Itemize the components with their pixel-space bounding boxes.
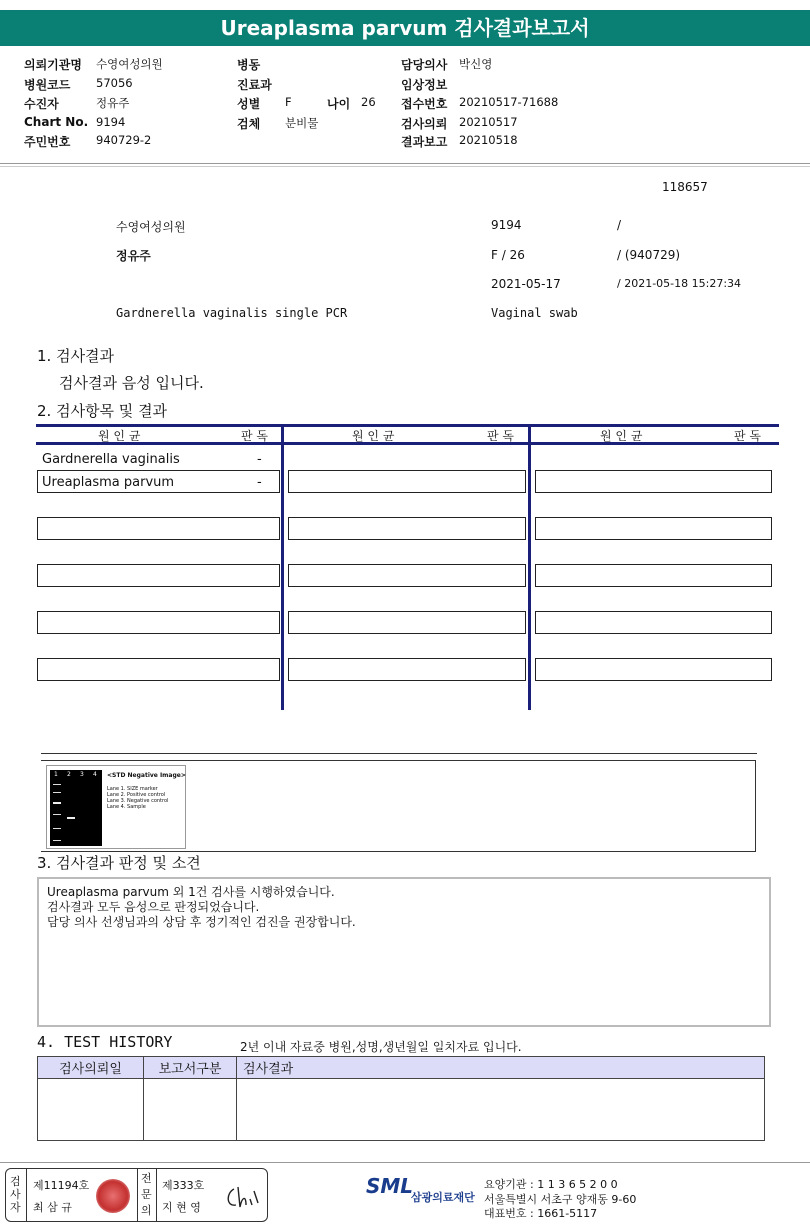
- gel-lane-3: 3: [80, 771, 84, 778]
- history-col-request-date: 검사의뢰일: [38, 1057, 144, 1079]
- summary-patient: 정유주: [116, 249, 151, 263]
- inspector-name: 최 삼 규: [33, 1201, 72, 1214]
- header-value-age: 26: [361, 95, 376, 109]
- report-title: Ureaplasma parvum 검사결과보고서: [0, 10, 810, 46]
- section1-text: 검사결과 음성 입니다.: [59, 374, 204, 392]
- history-col-result: 검사결과: [237, 1057, 765, 1079]
- inspector-label: 검사자: [10, 1175, 21, 1214]
- findings-line-1: Ureaplasma parvum 외 1건 검사를 시행하였습니다.: [47, 885, 335, 899]
- sig-divider: [26, 1169, 27, 1221]
- gel-legend: [107, 786, 168, 810]
- result-cell: [535, 658, 772, 681]
- table-top-rule: [36, 424, 779, 427]
- findings-line-3: 담당 의사 선생님과의 상담 후 정기적인 검진을 권장합니다.: [47, 915, 356, 929]
- sig-divider: [137, 1169, 138, 1221]
- header-label-code: 병원코드: [24, 78, 71, 92]
- header-label-age: 나이: [327, 97, 351, 111]
- header-divider-2: [0, 166, 810, 167]
- result-cell: [288, 564, 526, 587]
- gel-image-panel: [46, 765, 186, 849]
- result-cell: [288, 658, 526, 681]
- col-header-result-3: 판 독: [734, 429, 761, 443]
- gel-title: <STD Negative Image>: [107, 772, 186, 779]
- summary-slash: /: [617, 218, 622, 232]
- result-cell: [535, 517, 772, 540]
- history-cell: [144, 1079, 237, 1141]
- section1-heading: 1. 검사결과: [37, 347, 115, 365]
- result-cell: [535, 611, 772, 634]
- result-row-2-name: Ureaplasma parvum: [42, 475, 175, 490]
- gel-band: [53, 828, 61, 829]
- header-value-doctor: 박신영: [459, 57, 493, 71]
- summary-test-name: Gardnerella vaginalis single PCR: [116, 306, 348, 320]
- gel-band: [53, 792, 61, 793]
- result-cell: [535, 470, 772, 493]
- header-label-sex: 성별: [237, 97, 261, 111]
- signature-icon: [224, 1183, 264, 1211]
- gel-legend-item: Lane 4. Sample: [107, 804, 146, 810]
- gel-legend-item: Lane 1. SIZE marker: [107, 786, 158, 792]
- history-table: [37, 1056, 765, 1141]
- history-col-report-type: 보고서구분: [144, 1057, 237, 1079]
- result-cell: [288, 517, 526, 540]
- confirm-name: 지 현 영: [162, 1201, 201, 1214]
- header-label-report: 결과보고: [401, 135, 448, 149]
- summary-specimen: Vaginal swab: [491, 306, 578, 320]
- result-cell: [288, 611, 526, 634]
- header-value-clinic: 수영여성의원: [96, 57, 163, 71]
- inspector-number: 제11194호: [33, 1179, 90, 1192]
- header-divider: [0, 163, 810, 164]
- report-number: 118657: [662, 180, 708, 194]
- summary-chart: 9194: [491, 218, 522, 232]
- result-cell: [37, 564, 280, 587]
- history-note: 2년 이내 자료중 병원,성명,생년월일 일치자료 입니다.: [240, 1040, 522, 1054]
- history-header-row: [38, 1057, 765, 1079]
- org-phone: 대표번호 : 1661-5117: [484, 1207, 598, 1220]
- header-value-code: 57056: [96, 76, 133, 90]
- result-cell: [37, 611, 280, 634]
- col-header-pathogen-2: 원 인 균: [352, 429, 395, 443]
- header-label-receipt: 접수번호: [401, 97, 448, 111]
- header-label-clinical: 임상정보: [401, 78, 448, 92]
- section4-heading: 4. TEST HISTORY: [37, 1033, 173, 1051]
- result-cell: [288, 470, 526, 493]
- org-name: 삼광의료재단: [411, 1191, 475, 1204]
- gel-legend-item: Lane 2. Positive control: [107, 792, 166, 798]
- footer-divider: [0, 1162, 810, 1163]
- summary-sex-age: F / 26: [491, 248, 525, 262]
- header-label-specimen: 검체: [237, 117, 261, 131]
- gel-band: [53, 802, 61, 804]
- confirm-label: 전문의: [141, 1172, 152, 1217]
- gel-top-rule: [41, 753, 757, 754]
- summary-report-datetime: / 2021-05-18 15:27:34: [617, 277, 742, 290]
- header-label-chart: Chart No.: [24, 115, 89, 129]
- header-value-request: 20210517: [459, 115, 518, 129]
- header-label-dept: 진료과: [237, 78, 272, 92]
- gel-image: [50, 770, 102, 846]
- gel-lane-2: 2: [67, 771, 71, 778]
- gel-band: [53, 784, 61, 785]
- history-cell: [38, 1079, 144, 1141]
- sig-divider: [156, 1169, 157, 1221]
- header-label-id: 주민번호: [24, 135, 71, 149]
- summary-birth: / (940729): [617, 248, 681, 262]
- result-cell: [37, 517, 280, 540]
- seal-icon: [96, 1179, 130, 1213]
- result-row-2-value: -: [257, 475, 262, 490]
- section3-heading: 3. 검사결과 판정 및 소견: [37, 854, 201, 872]
- result-cell: [37, 658, 280, 681]
- header-value-report: 20210518: [459, 133, 518, 147]
- table-header-rule: [36, 442, 779, 445]
- result-cell: [535, 564, 772, 587]
- history-cell: [237, 1079, 765, 1141]
- org-code: 요양기관 : 1 1 3 6 5 2 0 0: [484, 1178, 618, 1191]
- gel-band: [53, 840, 61, 841]
- header-label-doctor: 담당의사: [401, 58, 448, 72]
- header-label-request: 검사의뢰: [401, 117, 448, 131]
- header-value-receipt: 20210517-71688: [459, 95, 559, 109]
- gel-band: [53, 814, 61, 815]
- col-header-result-2: 판 독: [487, 429, 514, 443]
- gel-legend-item: Lane 3. Negative control: [107, 798, 169, 804]
- findings-line-2: 검사결과 모두 음성으로 판정되었습니다.: [47, 900, 260, 914]
- col-header-pathogen-1: 원 인 균: [98, 429, 141, 443]
- column-divider-1: [281, 424, 284, 710]
- summary-request-date: 2021-05-17: [491, 277, 561, 291]
- gel-lane-4: 4: [93, 771, 97, 778]
- header-value-chart: 9194: [96, 115, 126, 129]
- summary-clinic: 수영여성의원: [116, 220, 186, 234]
- header-value-specimen: 분비물: [285, 116, 319, 130]
- gel-lane-1: 1: [54, 771, 58, 778]
- column-divider-2: [528, 424, 531, 710]
- header-label-ward: 병동: [237, 58, 261, 72]
- confirm-number: 제333호: [162, 1179, 205, 1192]
- org-address: 서울특별시 서초구 양재동 9-60: [484, 1193, 637, 1206]
- org-logo-icon: SML: [366, 1174, 414, 1198]
- history-empty-row: [38, 1079, 765, 1141]
- header-label-clinic: 의뢰기관명: [24, 58, 82, 72]
- findings-box: [37, 877, 771, 1027]
- col-header-result-1: 판 독: [241, 429, 268, 443]
- header-value-id: 940729-2: [96, 133, 152, 147]
- section2-heading: 2. 검사항목 및 결과: [37, 402, 168, 420]
- signature-box: [5, 1168, 268, 1222]
- result-row-1-name: Gardnerella vaginalis: [42, 452, 180, 467]
- col-header-pathogen-3: 원 인 균: [600, 429, 643, 443]
- header-label-patient: 수진자: [24, 97, 59, 111]
- header-value-patient: 정유주: [96, 96, 130, 110]
- result-row-1-value: -: [257, 452, 262, 467]
- gel-band: [67, 817, 75, 819]
- header-value-sex: F: [285, 95, 292, 109]
